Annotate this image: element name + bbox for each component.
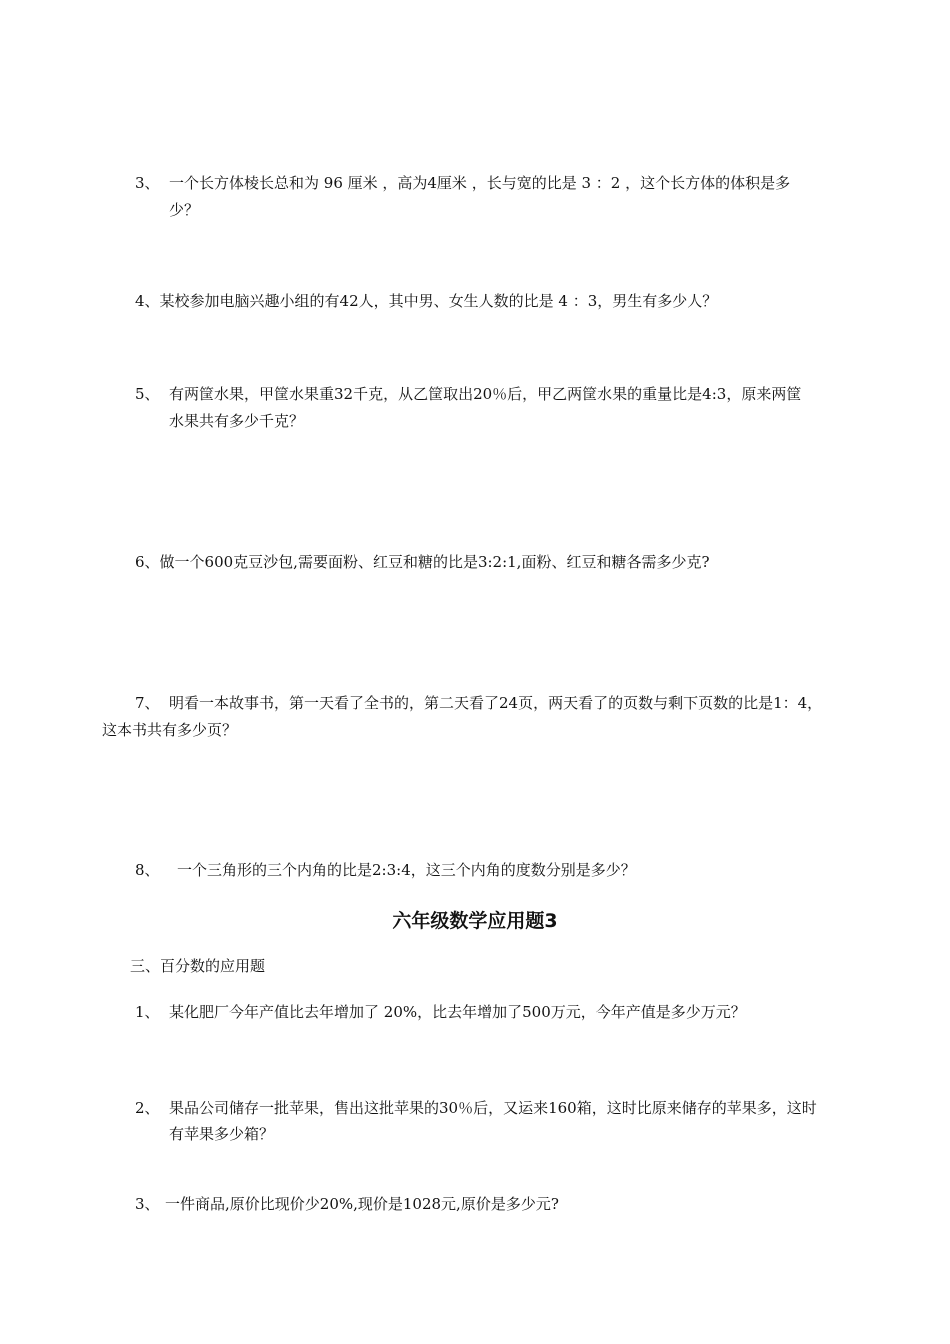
- problem-text: 一件商品,原价比现价少20%,现价是1028元,原价是多少元?: [165, 1195, 559, 1213]
- problem-number: 6、: [135, 553, 160, 571]
- problem-number: 3、: [135, 1195, 160, 1213]
- problem-number: 4、: [135, 292, 160, 310]
- problem-7-line1: [135, 691, 822, 715]
- problem-6: [135, 550, 710, 574]
- problem-text: 明看一本故事书，第一天看了全书的，第二天看了24页，两天看了的页数与剩下页数的比是1：4，: [169, 694, 823, 712]
- problem-text: 做一个600克豆沙包,需要面粉、红豆和糖的比是3:2:1,面粉、红豆和糖各需多少克?: [159, 553, 710, 571]
- problem-4: [135, 289, 717, 313]
- problem-3-line1: [135, 171, 790, 195]
- problem-text: 有两筐水果，甲筐水果重32千克，从乙筐取出20％后，甲乙两筐水果的重量比是4:3，原来两筐: [169, 385, 802, 403]
- problem-8: [135, 858, 636, 882]
- problem-text: 果品公司储存一批苹果，售出这批苹果的30％后，又运来160箱，这时比原来储存的苹果多，这时: [169, 1099, 817, 1117]
- problem-5-line1: [135, 382, 801, 406]
- problem-number: 8、: [135, 861, 160, 879]
- problem-text: 一个长方体棱长总和为 96 厘米 ，高为4厘米 ，长与宽的比是 3 ：2 ，这个长方体的体积是多: [169, 174, 791, 192]
- problem-text: 一个三角形的三个内角的比是2:3:4，这三个内角的度数分别是多少？: [177, 861, 636, 879]
- problem-number: 2、: [135, 1099, 160, 1117]
- section-heading: 三、百分数的应用题: [130, 957, 266, 975]
- problem-number: 7、: [135, 694, 160, 712]
- percent-problem-3: [135, 1192, 559, 1216]
- problem-number: 3、: [135, 174, 160, 192]
- problem-number: 1、: [135, 1003, 160, 1021]
- problem-7-line2: 这本书共有多少页？: [102, 721, 238, 739]
- percent-problem-2-line1: [135, 1096, 817, 1120]
- problem-5-line2: 水果共有多少千克？: [169, 412, 305, 430]
- problem-text: 某校参加电脑兴趣小组的有42人，其中男、女生人数的比是 4 ：3，男生有多少人？: [159, 292, 718, 310]
- problem-text: 某化肥厂今年产值比去年增加了 20%，比去年增加了500万元，今年产值是多少万元？: [169, 1003, 746, 1021]
- percent-problem-1: [135, 1000, 746, 1024]
- problem-3-line2: 少？: [169, 201, 200, 219]
- section-title: 六年级数学应用题3: [392, 910, 558, 932]
- problem-number: 5、: [135, 385, 160, 403]
- percent-problem-2-line2: 有苹果多少箱？: [169, 1125, 275, 1143]
